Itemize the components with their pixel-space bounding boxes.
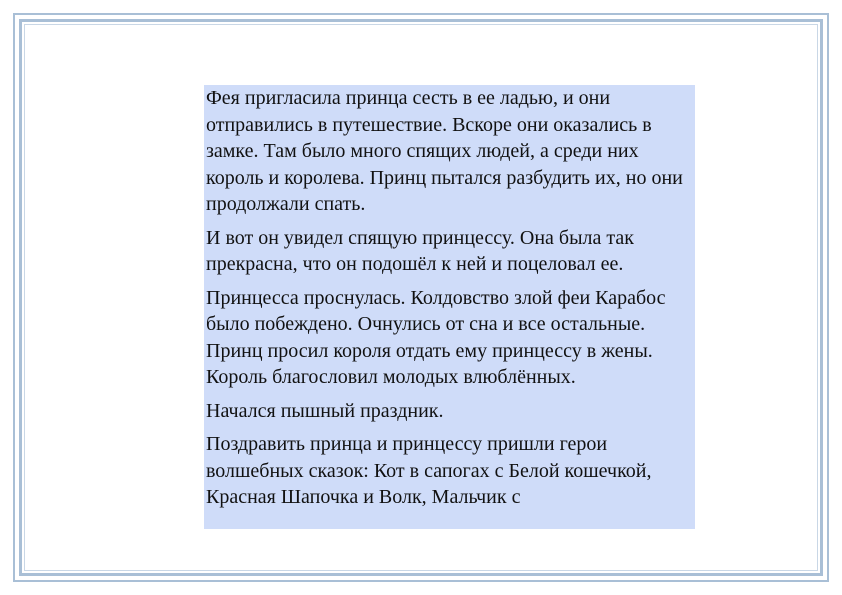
paragraph-1: Фея пригласила принца сесть в ее ладью, и они отправились в путешествие. Вскоре они оказались в замке. Там было много спящих людей, а среди них король и королева. Принц пытался разбудить их, но они продолжали спать. xyxy=(206,87,683,215)
story-text-box xyxy=(204,85,695,529)
paragraph-2: И вот он увидел спящую принцессу. Она была так прекрасна, что он подошёл к ней и поцеловал ее. xyxy=(206,226,634,275)
paragraph-3: Принцесса проснулась. Колдовство злой феи Карабос было побеждено. Очнулись от сна и все остальные. Принц просил короля отдать ему принцессу в жены. Король благословил молодых влюблённых. xyxy=(206,286,666,388)
paragraph-5: Поздравить принца и принцессу пришли герои волшебных сказок: Кот в сапогах с Белой кошечкой, Красная Шапочка и Волк, Мальчик с xyxy=(206,433,652,508)
paragraph-4: Начался пышный праздник. xyxy=(206,399,444,422)
